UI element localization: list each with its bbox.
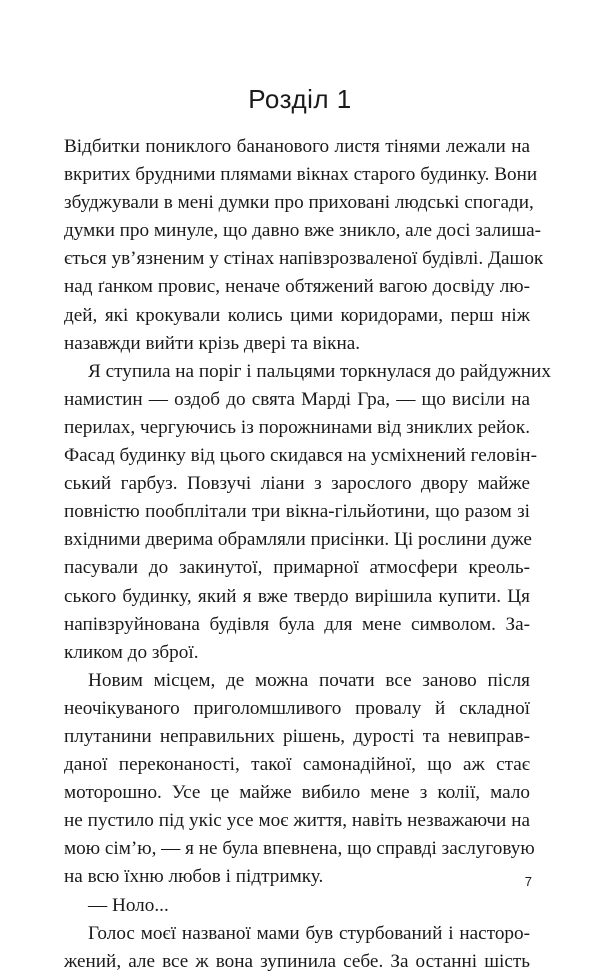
- text-line: вхідними дверима обрамляли присінки. Ці рослини дуже: [64, 529, 532, 551]
- text-line: над ґанком провис, неначе обтяжений вагою досвіду лю-: [64, 276, 530, 298]
- text-line: моторошно. Усе це майже вибило мене з колії, мало: [64, 782, 530, 804]
- text-line: Відбитки пониклого бананового листя тінями лежали на: [64, 136, 530, 157]
- text-line: збуджували в мені думки про приховані людські спогади,: [64, 192, 534, 214]
- text-line: вкритих брудними плямами вікнах старого будинку. Вони: [64, 164, 538, 186]
- text-line: ється ув’язненим у стінах напівзрозваленої будівлі. Дашок: [64, 248, 544, 270]
- text-line: напівзруйнована будівля була для мене символом. За-: [64, 613, 530, 635]
- text-line: думки про минуле, що давно вже зникло, але досі залиша-: [64, 220, 542, 242]
- text-line: ський гарбуз. Повзучі ліани з зарослого двору майже: [64, 473, 530, 495]
- paragraph: [64, 667, 535, 892]
- paragraph: [64, 892, 530, 920]
- text-line: Фасад будинку від цього скидався на усміхнений геловін-: [64, 445, 537, 467]
- text-line: жений, але все ж вона зупинила себе. За останні шість: [64, 950, 530, 972]
- paragraph: [64, 358, 551, 667]
- text-line: перилах, чергуючись із порожнинами від зниклих рейок.: [64, 416, 530, 438]
- text-line: неочікуваного приголомшливого провалу й складної: [64, 697, 530, 719]
- paragraph: [64, 133, 544, 358]
- paragraph: [64, 920, 530, 976]
- text-line: дей, які крокували колись цими коридорами, перш ніж: [64, 304, 530, 326]
- text-line: кликом до зброї.: [64, 641, 199, 663]
- text-line: повністю пообплітали три вікна-гільйотини, що разом зі: [64, 501, 530, 523]
- text-line: мою сім’ю, — я не була впевнена, що справді заслуговую: [64, 838, 535, 860]
- text-line: намистин — оздоб до свята Марді Гра, — що висіли на: [64, 388, 530, 410]
- text-line: назавжди вийти крізь двері та вікна.: [64, 332, 361, 354]
- text-line: — Ноло...: [88, 894, 169, 916]
- text-line: пасували до закинутої, примарної атмосфери креоль-: [64, 557, 530, 579]
- text-line: на всю їхню любов і підтримку.: [64, 866, 324, 888]
- chapter-body-text: [64, 133, 551, 976]
- text-line: ського будинку, який я вже твердо вирішила купити. Ця: [64, 585, 530, 607]
- chapter-title: Розділ 1: [248, 84, 352, 114]
- text-line: даної переконаності, такої самонадійної, що аж стає: [64, 754, 530, 776]
- text-line: Голос моєї названої мами був стурбований і насторо-: [88, 922, 530, 944]
- text-line: Новим місцем, де можна почати все заново після: [88, 669, 530, 691]
- text-line: плутанини неправильних рішень, дурості та невиправ-: [64, 725, 530, 747]
- page-number: 7: [524, 874, 532, 889]
- text-line: не пустило під укіс усе моє життя, навіть незважаючи на: [64, 810, 530, 832]
- text-line: Я ступила на поріг і пальцями торкнулася до райдужних: [88, 360, 551, 382]
